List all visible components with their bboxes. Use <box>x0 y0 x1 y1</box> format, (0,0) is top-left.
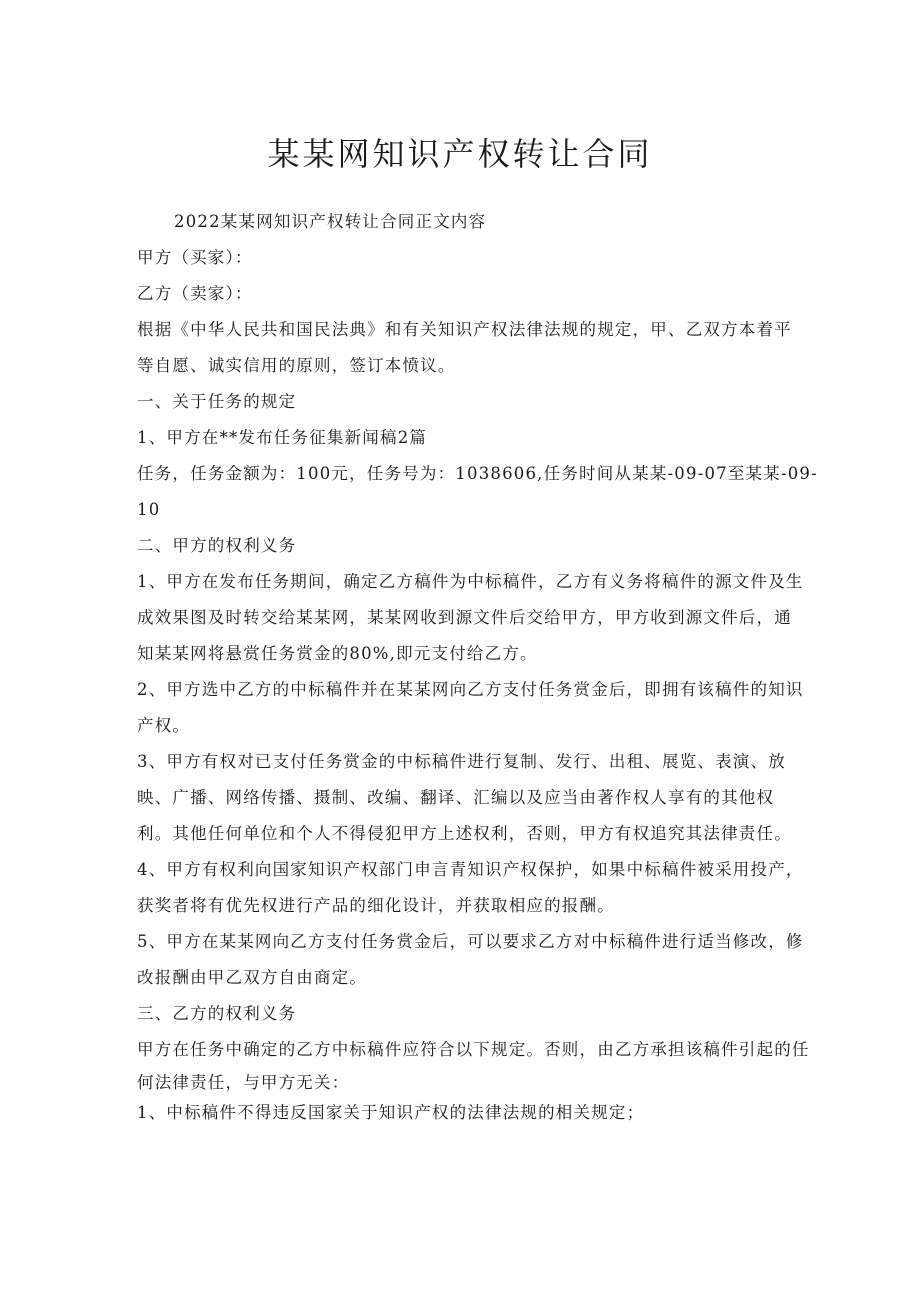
document-body <box>137 204 818 1128</box>
paragraph-line: 何法律责任，与甲方无关： <box>137 1073 350 1092</box>
section-heading: 一、关于任务的规定 <box>137 392 297 411</box>
clause-line: 1、中标稿件不得违反国家关于知识产权的法律法规的相关规定； <box>137 1103 645 1122</box>
clause-line: 成效果图及时转交给某某网，某某网收到源文件后交给甲方，甲方收到源文件后，通 <box>137 608 792 627</box>
paragraph-line: 等自愿、诚实信用的原则，签订本愤议。 <box>137 356 456 375</box>
clause-line: 2、甲方选中乙方的中标稿件并在某某网向乙方支付任务赏金后，即拥有该稿件的知识 <box>137 680 804 699</box>
party-a-line: 甲方（买家）： <box>137 248 253 267</box>
section-heading: 二、甲方的权利义务 <box>137 536 297 555</box>
document-title: 某某网知识产权转让合同 <box>267 135 653 173</box>
clause-line: 4、甲方有权利向国家知识产权部门申言青知识产权保护，如果中标稿件被采用投产， <box>137 860 804 879</box>
clause-line: 10 <box>137 500 161 519</box>
paragraph-line: 甲方在任务中确定的乙方中标稿件应符合以下规定。否则，由乙方承担该稿件引起的任 <box>137 1040 810 1059</box>
subtitle-line: 2022某某网知识产权转让合同正文内容 <box>174 212 487 231</box>
clause-line: 利。其他任何单位和个人不得侵犯甲方上述权利，否则，甲方有权追究其法律责任。 <box>137 824 792 843</box>
clause-line: 知某某网将悬赏任务赏金的80%,即元支付给乙方。 <box>137 644 538 663</box>
paragraph-line: 根据《中华人民共和国民法典》和有关知识产权法律法规的规定，甲、乙双方本着平 <box>137 320 792 339</box>
clause-line: 5、甲方在某某网向乙方支付任务赏金后，可以要求乙方对中标稿件进行适当修改，修 <box>137 932 804 951</box>
clause-line: 1、甲方在发布任务期间，确定乙方稿件为中标稿件，乙方有义务将稿件的源文件及生 <box>137 572 804 591</box>
clause-line: 3、甲方有权对已支付任务赏金的中标稿件进行复制、发行、出租、展览、表演、放 <box>137 752 786 771</box>
clause-line: 产权。 <box>137 716 191 735</box>
clause-line: 1、甲方在**发布任务征集新闻稿2篇 <box>137 428 428 447</box>
clause-line: 获奖者将有优先权进行产品的细化设计，并获取相应的报酬。 <box>137 896 615 915</box>
clause-line: 改报酬由甲乙双方自由商定。 <box>137 968 368 987</box>
clause-line: 映、广播、网络传播、摄制、改编、翻译、汇编以及应当由著作权人享有的其他权 <box>137 788 775 807</box>
party-b-line: 乙方（卖家）： <box>137 284 253 303</box>
clause-line: 任务，任务金额为：100元，任务号为：1038606,任务时间从某某-09-07至某某-09- <box>137 464 818 483</box>
section-heading: 三、乙方的权利义务 <box>137 1004 297 1023</box>
